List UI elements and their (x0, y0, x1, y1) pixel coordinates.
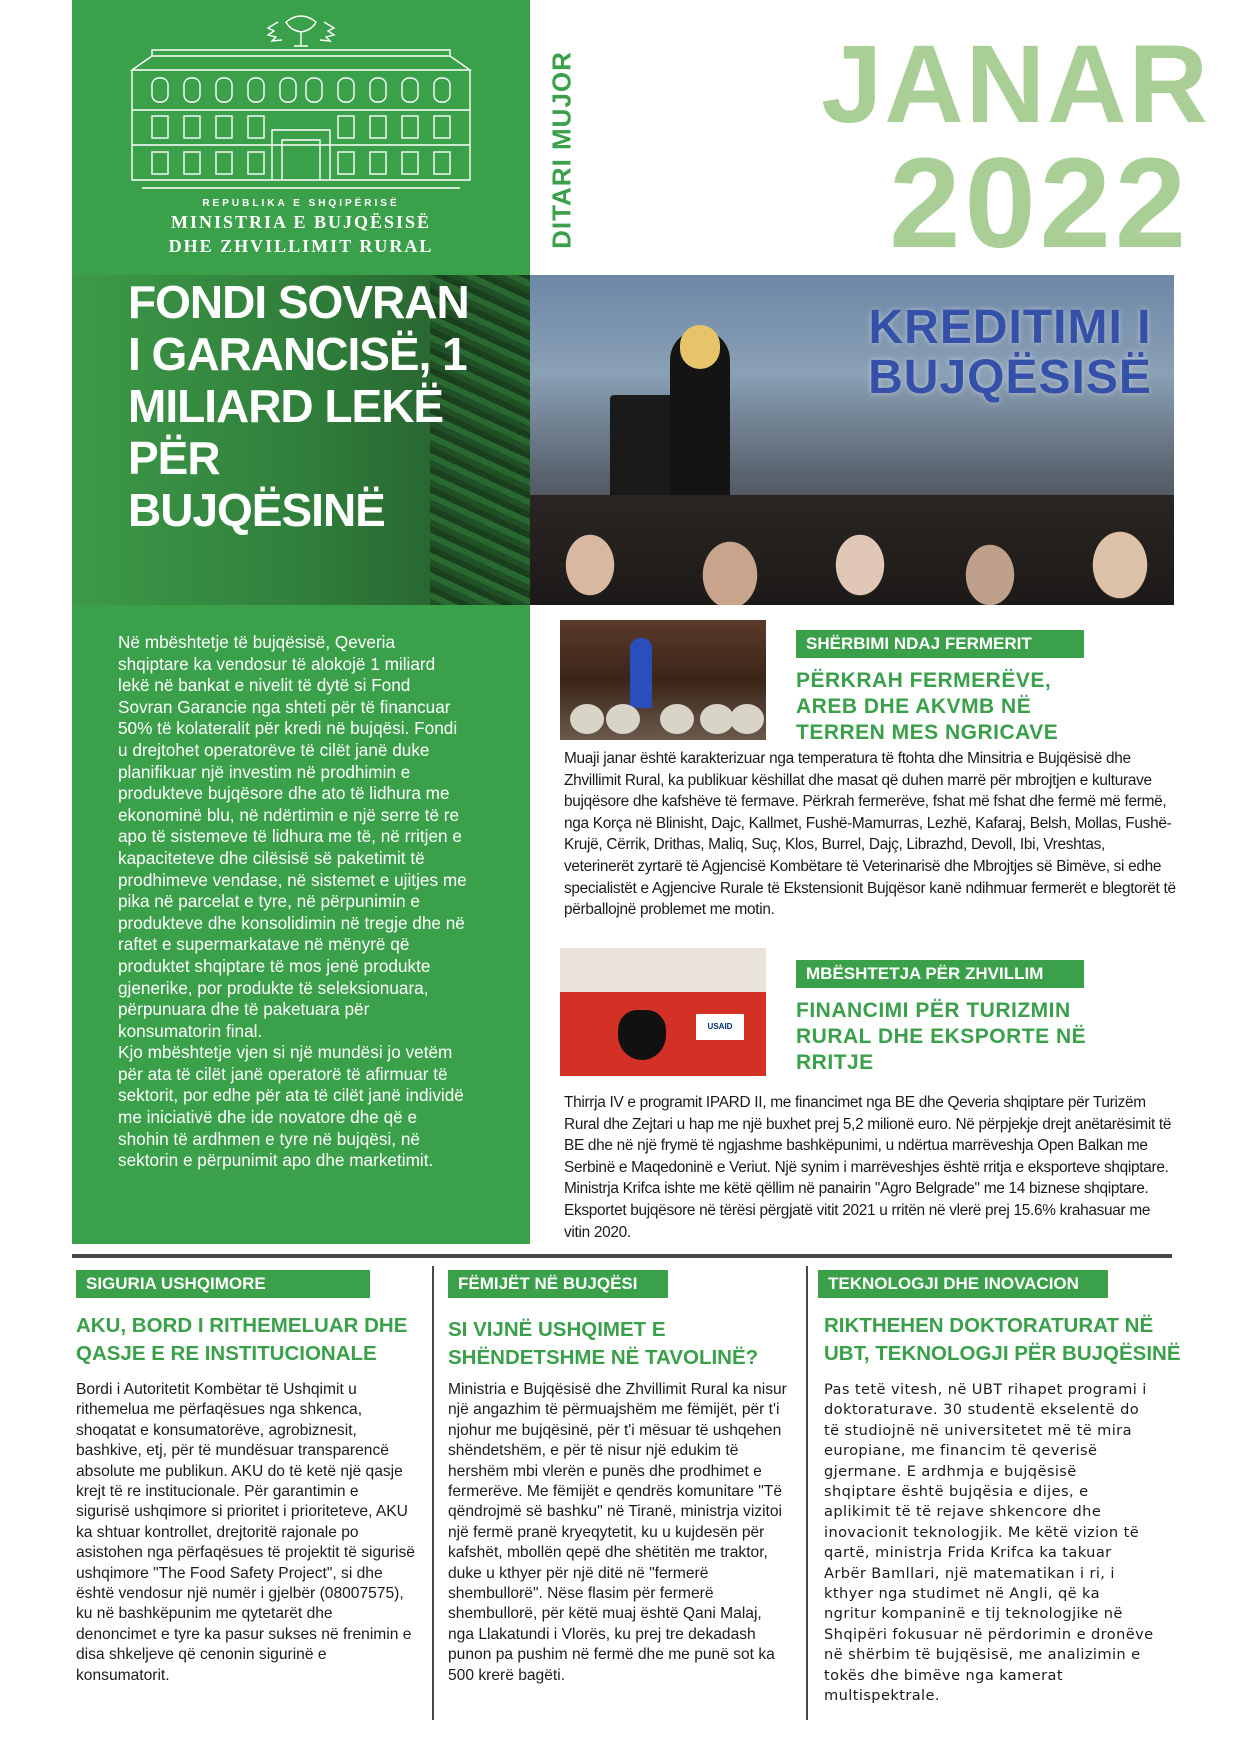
photo-screen-text: KREDITIMI I BUJQËSISË (868, 301, 1152, 404)
article-1-tag: SHËRBIMI NDAJ FERMERIT (796, 630, 1084, 658)
usaid-logo: USAID (696, 1014, 744, 1040)
hero-photo (530, 275, 1174, 605)
bottom-1-tag: SIGURIA USHQIMORE (76, 1270, 370, 1298)
article-2-body: Thirrja IV e programit IPARD II, me financimet nga BE dhe Qeveria shqiptare për Turizëm Rural dhe Zejtari u hap me një buxhet prej 5,2 milionë euro. Në përpjekje drejt anëtarësimit të BE dhe në një frymë të ngjashme bashkëpunimi, u ndërtua marrëveshja Open Balkan me Serbinë e Maqedoninë e Veriut. Një synim i marrëveshjes është rritja e eksporteve shqiptare. Ministrja Krifca ishte me këtë qëllim në panairin "Agro Belgrade" me 14 biznese shqiptare. Eksportet bujqësore në tërësi përgjatë vitit 2021 u rritën në vlerë prej 15.6% krahasuar me vitin 2020. (564, 1094, 1172, 1241)
vertical-label (540, 40, 584, 260)
article-2-tag: MBËSHTETJA PËR ZHVILLIM (796, 960, 1084, 988)
republic-line: REPUBLIKA E SHQIPËRISË (202, 198, 400, 209)
bottom-1-headline: AKU, BORD I RITHEMELUAR DHE QASJE E RE INSTITUCIONALE (76, 1314, 408, 1365)
ministry-name-line2: DHE ZHVILLIMIT RURAL (168, 236, 434, 256)
intro-paragraph-2: Kjo mbështetje vjen si një mundësi jo vetëm për ata të cilët janë operatorë të afirmuar të sektorit, por edhe për ata të cilët janë individë me iniciativë dhe ide novatore dhe që e shohin të ardhmen e tyre në bujqësi, në sektorin e përpunimit apo dhe marketimit. (118, 1042, 464, 1171)
issue-year: 2022 (889, 132, 1190, 275)
photo-expo-stand (560, 948, 766, 992)
column-divider (806, 1266, 808, 1720)
ministry-logo (72, 0, 530, 275)
bottom-2-body: Ministria e Bujqësisë dhe Zhvillimit Rural ka nisur një angazhim të përmuajshëm me fëmijët, për t'i njohur me bujqësinë, për t'i mësuar të ushqehen shëndetshëm, e për të nisur një edukim të hershëm mbi vlerën e punës dhe prodhimet e fermerëve. Me fëmijët e qendrës komunitare "Të qëndrojmë së bashku" në Tiranë, ministrja vizitoi një fermë pranë kryeqytetit, ku u kujdesën për kafshët, mbollën qepë dhe shëtitën me traktor, duke u kthyer për një ditë në "fermerë shembullorë". Nëse flasim për fermerë shembullorë, për këtë muaj është Qani Malaj, nga Llakatundi i Vlorës, ku prej tre dekadash punon pa pushim në fermë dhe me punë sot ka 500 krerë bagëti. (448, 1381, 787, 1684)
bottom-3-tag: TEKNOLOGJI DHE INOVACION (818, 1270, 1108, 1298)
column-divider (432, 1266, 434, 1720)
ministry-name-line1: MINISTRIA E BUJQËSISË (170, 212, 432, 232)
hero-headline: FONDI SOVRAN I GARANCISË, 1 MILIARD LEKË PËR BUJQËSINË (128, 276, 469, 536)
bottom-1-body: Bordi i Autoritetit Kombëtar të Ushqimit u rithemelua me përfaqësues nga shkenca, shoqatat e konsumatorëve, agrobiznesit, bashkive, etj, për të mundësuar transparencë absolute me publikun. AKU do të ketë një qasje krejt të re institucionale. Për garantimin e sigurisë ushqimore si prioritet i prioriteteve, AKU ka shtuar kontrollet, drejtoritë rajonale po asistohen nga përfaqësues të projektit të sigurisë ushqimore "The Food Safety Project", si dhe është vendosur një numër i gjelbër (08007575), ku në bashkëpunim me qytetarët dhe denoncimet e tyre ka pasur sukses në frenimin e disa shkeljeve që cenonin sigurinë e konsumatorit. (76, 1381, 415, 1684)
issue-month: JANAR (821, 23, 1210, 146)
article-photo-expo (560, 948, 766, 1076)
bottom-2-tag: FËMIJËT NË BUJQËSI (448, 1270, 668, 1298)
vertical-label-text: DITARI MUJOR (546, 51, 577, 249)
bottom-2-headline: SI VIJNË USHQIMET E SHËNDETSHME NË TAVOLINË? (448, 1318, 759, 1369)
intro-text (118, 632, 468, 1172)
albanian-eagle-icon (618, 1010, 666, 1060)
bottom-3-headline: RIKTHEHEN DOKTORATURAT NË UBT, TEKNOLOGJI PËR BUJQËSINË (824, 1314, 1181, 1365)
article-2-headline: FINANCIMI PËR TURIZMIN RURAL DHE EKSPORTE NË RRITJE (796, 999, 1087, 1074)
ministry-building-emblem-icon (72, 0, 530, 200)
bottom-3-body: Pas tetë vitesh, në UBT rihapet programi i doktoraturave. 30 studentë ekselentë do të studiojnë në universitetet më të mira europiane, me financim të qeverisë gjermane. E ardhmja e bujqësisë shqiptare është bujqësia e dijes, e aplikimit të të rejave shkencore dhe inovacionit teknologjik. Me këtë vizion të qartë, ministrja Frida Krifca ka takuar Arbër Bamllari, një matematikan i ri, i kthyer nga studimet në Angli, që ka ngritur kompaninë e tij teknologjike në Shqipëri fokusuar në përdorimin e dronëve në shërbim të bujqësisë, me analizimin e tokës dhe bimëve nga kamerat multispektrale. (824, 1381, 1154, 1705)
photo-sheep (700, 704, 734, 734)
photo-sheep (730, 704, 764, 734)
photo-speaker-head (680, 325, 720, 369)
intro-paragraph-1: Në mbështetje të bujqësisë, Qeveria shqiptare ka vendosur të alokojë 1 miliard lekë në bankat e nivelit të dytë si Fond Sovran Garancie nga shteti për të financuar 50% të kolateralit për kredi në bujqësi. Fondi u drejtohet operatorëve të cilët janë duke planifikuar një investim në prodhimin e produkteve bujqësore dhe ato të lidhura me ekonominë blu, në ndërtimin e një serre të re apo të sistemeve të lidhura me të, në rritjen e kapaciteteve dhe cilësisë së paketimit të prodhimeve vendase, në sistemet e ujitjes me pika në parcelat e tyre, në përpunimin e produkteve dhe konsolidimin në tregje dhe në raftet e supermarkatave në mënyrë që produktet shqiptare të mos jenë produkte gjenerike, por produkte të seleksionuara, përpunuara dhe të paketuara për konsumatorin final. (118, 632, 467, 1041)
article-1-body: Muaji janar është karakterizuar nga temperatura të ftohta dhe Minsitria e Bujqësisë dhe Zhvillimit Rural, ka publikuar këshillat dhe masat që duhen marrë për mbrojtjen e kulturave bujqësore dhe kafshëve të fermave. Përkrah fermerëve, fshat më fshat dhe fermë më fermë, nga Korça në Blinisht, Dajc, Kallmet, Fushë-Mamurras, Lezhë, Kafaraj, Belsh, Mollas, Fushë-Krujë, Cërrik, Drithas, Maliq, Suç, Klos, Burrel, Dajç, Librazhd, Devoll, Ibi, Vreshtas, veterinerët zyrtarë të Agjencisë Kombëtare të Veterinarisë dhe Mbrojtjes së Bimëve, si edhe specialistët e Agjencive Rurale të Ekstensionit Bujqësor kanë ndihmuar fermerët e blegtorët të përballojnë problemet me motin. (564, 750, 1176, 919)
photo-sheep (606, 704, 640, 734)
article-photo-sheep (560, 620, 766, 740)
photo-vet (630, 638, 652, 708)
photo-sheep (570, 704, 604, 734)
article-1-headline: PËRKRAH FERMERËVE, AREB DHE AKVMB NË TERREN MES NGRICAVE (796, 669, 1059, 744)
section-divider (72, 1254, 1172, 1258)
photo-sheep (660, 704, 694, 734)
photo-audience (530, 495, 1174, 605)
